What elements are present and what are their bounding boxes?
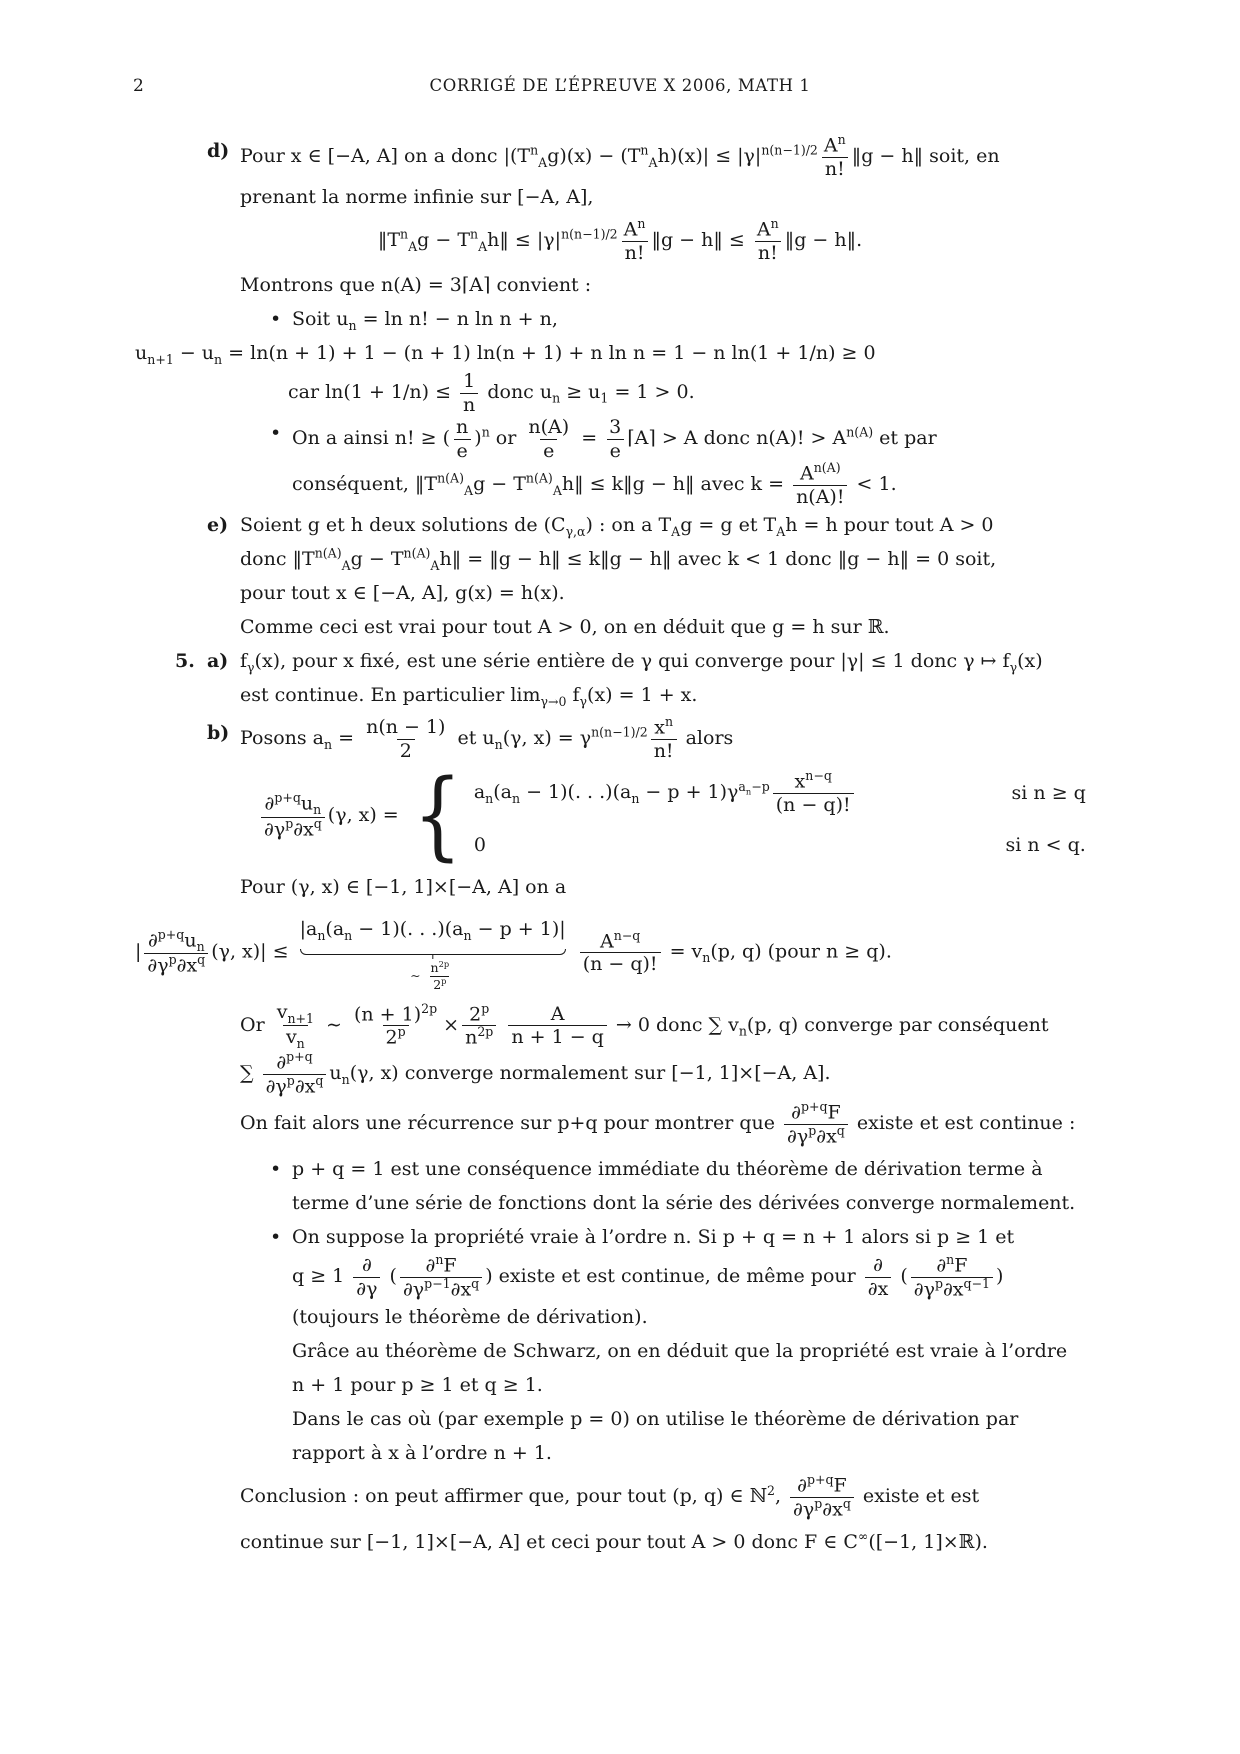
bullet-4-text-1: On suppose la propriété vraie à l’ordre n. Si p + q = n + 1 alors si p ≥ 1 et [292,1225,1015,1248]
cases-equation [258,759,1240,872]
case-1-expression: $a_n(a_n - 1)$(. . $.)(a_n - p + 1)\gamma^{a_n-p}$ $\frac{x^{n-q}}{(n - q)!}$ [474,770,857,816]
item-d-line-2: prenant la norme infinie sur [−A, A], [240,186,594,209]
bullet-4-text-6: Dans le cas où (par exemple p = 0) on utilise le théorème de dérivation par [292,1408,1019,1431]
item-e-line-3: pour tout x ∈ [−A, A], g(x) = h(x). [240,582,565,605]
case-row-1 [474,770,1114,816]
bullet-icon: • [270,308,282,331]
cases-lhs: $\frac{\partial^{p+q}u_n}{\partial\gamma^p\partial x^q}$ (γ, x) = [258,792,399,840]
bullet-4-text-7: rapport à x à l’ordre n + 1. [292,1442,552,1465]
bullet-4-text-2: q ≥ 1 $\frac{\partial}{\partial\gamma}$ ( $\frac{\partial^nF}{\partial\gamma^{p-1}\partial x^q}$ ) existe et est continue, de même pour $\frac{\partial}{\partial x}$ ( $\frac{\partial^nF}{\partial\gamma^p\partial x^{q-1}}$ ) [292,1251,1004,1300]
item-e-label: e) [207,514,229,537]
montrons-line: Montrons que n(A) = 3⌈A⌉ convient : [240,274,592,297]
item-5a-text-1: $f_\gamma(x)$, pour x fixé, est une série entière de γ qui converge pour |γ| ≤ 1 donc γ ↦ $f_\gamma(x)$ [240,650,1043,675]
item-5b-intro: Posons $a_n$ = $\frac{n(n - 1)}{2}$ et $u_n(\gamma$, $x) = \gamma^{n(n-1)/2}$ $\frac{x^n}{n!}$ alors [240,714,734,762]
item-5a-label: a) [207,650,229,673]
bullet-icon: • [270,1225,282,1248]
question-5-number: 5. [175,650,195,673]
bullet-icon: • [270,1157,282,1180]
item-5b-label: b) [207,722,230,745]
page-body [0,134,1240,1559]
bullet-4-text-4: Grâce au théorème de Schwarz, on en déduit que la propriété est vraie à l’ordre [292,1340,1068,1363]
bullet-icon: • [270,422,282,445]
bullet-2-text-2: conséquent, $‖T^{n(A)}_Ag$ − $T^{n(A)}_Ah‖$ ≤ k‖g − h‖ avec k = $\frac{A^{n(A)}}{n(A)!}$ < 1. [292,459,897,508]
item-e-text-1: Soient g et h deux solutions de $(C_{\gamma,\alpha})$ : on a $T_Ag = g$ et $T_Ah = h$ pour tout A > 0 [240,514,994,539]
item-d-label: d) [207,140,230,162]
item-5a-line-2: est continue. En particulier $\lim_{\gamma\to 0} f_\gamma(x) = 1 + x$. [240,684,698,709]
or-line-1: Or $\frac{v_{n+1}}{v_n}$ ∼ $\frac{(n + 1)^{2p}}{2^p}$ × $\frac{2^p}{n^{2p}}$ $\frac{A}{n + 1 - q}$ → 0 donc ∑ $v_n(p$, q) converge par conséquent [240,1000,1049,1052]
page-number: 2 [133,76,144,96]
item-e-line-4: Comme ceci est vrai pour tout A > 0, on en déduit que g = h sur ℝ. [240,616,890,639]
page-header [0,0,1240,100]
display-equation-norm: $‖T^n_Ag$ − $T^n_Ah‖ \le |\gamma|^{n(n-1)/2}$ $\frac{A^n}{n!}$ ‖g − h‖ ≤ $\frac{A^n}{n!}$ ‖g − h‖. [377,216,863,264]
item-e-line-2: donc $‖T^{n(A)}_Ag$ − $T^{n(A)}_Ah‖$ = ‖g − h‖ ≤ k‖g − h‖ avec k < 1 donc ‖g − h‖ = 0 soit, [240,545,997,573]
or-line-2: ∑ $\frac{\partial^{p+q}}{\partial\gamma^p\partial x^q}$ $u_n(\gamma$, x) converge normalement sur [−1, 1]×[−A, A]. [240,1048,831,1097]
car-line: car ln(1 + 1/n) ≤ $\frac{1}{n}$ donc $u_n \ge u_1 = 1 > 0$. [288,370,695,416]
conclusion-line-2: continue sur [−1, 1]×[−A, A] et ceci pour tout A > 0 donc F ∈ C∞([−1, 1]×ℝ). [240,1528,988,1553]
pour-line: Pour (γ, x) ∈ [−1, 1]×[−A, A] on a [240,876,567,899]
bullet-3-text-1: p + q = 1 est une conséquence immédiate du théorème de dérivation terme à [292,1157,1043,1180]
bullet-1-text: Soit $u_n = \ln n$! − n ln n + n, [292,308,558,334]
left-brace: { [412,759,462,872]
bullet-item-2 [270,416,1120,462]
conclusion-line-1: Conclusion : on peut affirmer que, pour tout (p, q) ∈ ℕ$^2$, $\frac{\partial^{p+q}F}{\partial\gamma^p\partial x^q}$ existe et est [240,1472,980,1521]
cases-column [474,770,1114,862]
item-d-text-1: Pour x ∈ [−A, A] on a donc $|(T^n_Ag)(x) - (T^n_Ah)(x)| \le |\gamma|^{n(n-1)/2}$ $\frac{A^n}{n!}$ ‖g − h‖ soit, en [240,132,1000,180]
bullet-4-text-3: (toujours le théorème de dérivation). [292,1306,648,1329]
case-1-condition: si n ≥ q [1011,782,1086,805]
bullet-item-3 [270,1152,1120,1186]
display-equation-underbrace: | $\frac{\partial^{p+q}u_n}{\partial\gamma^p\partial x^q}$ (γ, x)| ≤ $|a_n(a_n - 1)$(. . $.)(a_n - p + 1)|$ ∼ $\frac{n^{2p}}{2^p}$ $\frac{A^{n-q}}{(n - q)!}$ = $v_n(p$, q) (pour n ≥ q). [135,918,892,993]
item-5b-line-1 [207,714,1120,762]
bullet-item-1 [270,302,1120,336]
case-2-expression: 0 [473,834,486,857]
case-row-2 [474,828,1114,862]
item-e-line-1 [207,508,1120,542]
bullet-item-4 [270,1220,1120,1254]
recurrence-line: On fait alors une récurrence sur p+q pour montrer que $\frac{\partial^{p+q}F}{\partial\gamma^p\partial x^q}$ existe et est continue : [240,1099,1076,1148]
bullet-2-text-1: On a ainsi n! ≥ ( $\frac{n}{e}$ )$^n$ or $\frac{n(A)}{e}$ = $\frac{3}{e}$ ⌈A⌉ > A donc n(A)! > $A^{n(A)}$ et par [292,416,937,462]
bullet-3-text-2: terme d’une série de fonctions dont la série des dérivées converge normalement. [292,1191,1076,1214]
item-d-line-1 [207,132,1120,180]
bullet-4-text-5: n + 1 pour p ≥ 1 et q ≥ 1. [292,1374,543,1397]
case-2-condition: si n < q. [1005,834,1086,857]
item-5a-line-1 [175,644,1120,678]
display-equation-un: $u_{n+1} - u_n = \ln(n + 1) + 1 - (n + 1) \ln(n + 1) + n$ ln n = 1 − n ln(1 + 1/n) ≥ 0 [135,342,876,368]
document-title: CORRIGÉ DE L’ÉPREUVE X 2006, MATH 1 [429,76,811,95]
